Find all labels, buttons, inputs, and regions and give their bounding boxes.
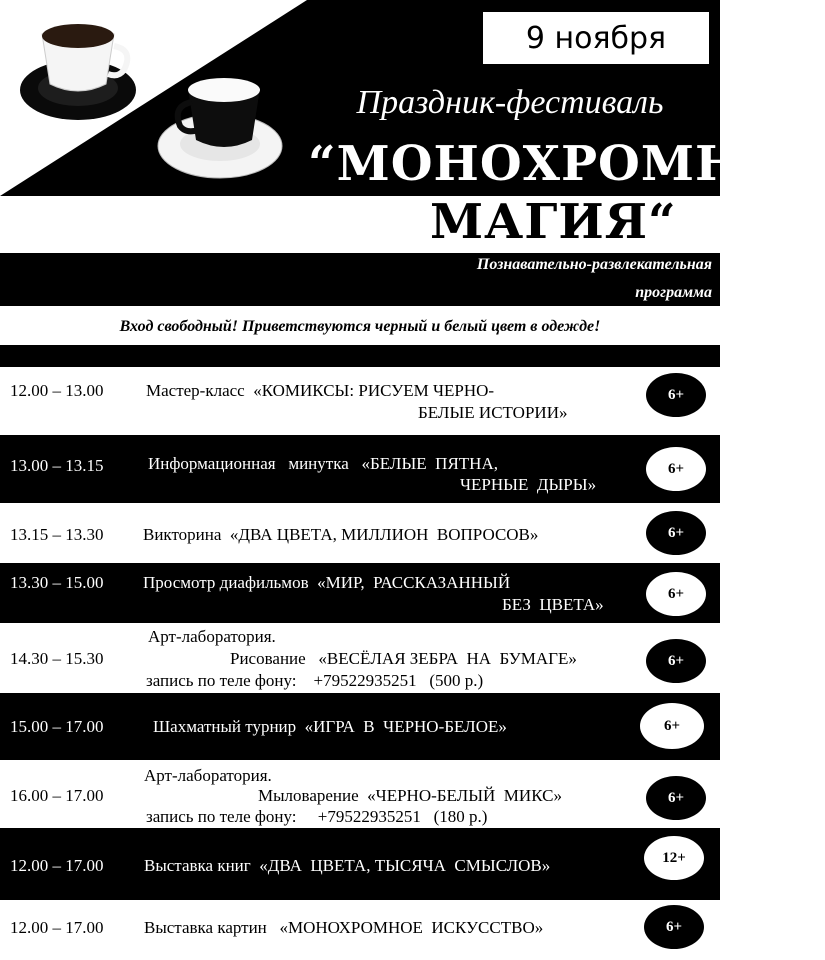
event-title: Викторина «ДВА ЦВЕТА, МИЛЛИОН ВОПРОСОВ» — [143, 525, 539, 544]
event-title: Выставка картин «МОНОХРОМНОЕ ИСКУССТВО» — [144, 918, 544, 937]
event-time: 13.15 – 13.30 — [10, 525, 104, 544]
event-time: 12.00 – 13.00 — [10, 381, 104, 400]
age-badge: 6+ — [646, 639, 706, 683]
page-title-line-1: “МОНОХРОМНАЯ — [308, 136, 825, 192]
subtitle-line-1: Познавательно-развлекательная — [476, 256, 712, 273]
divider-band — [0, 345, 720, 367]
festival-label: Праздник-фестиваль — [356, 84, 664, 121]
age-badge: 6+ — [646, 572, 706, 616]
black-coffee-cup-icon — [14, 22, 144, 127]
white-milk-cup-icon — [152, 72, 287, 184]
event-title: Арт-лаборатория. — [144, 766, 272, 785]
event-title: Шахматный турнир «ИГРА В ЧЕРНО-БЕЛОЕ» — [153, 717, 507, 736]
schedule-row — [0, 623, 720, 693]
age-badge: 6+ — [640, 703, 704, 749]
event-title: БЕЛЫЕ ИСТОРИИ» — [418, 403, 568, 422]
entry-note: Вход свободный! Приветствуются черный и белый цвет в одежде! — [119, 318, 601, 335]
schedule-row — [0, 563, 720, 623]
event-time: 13.00 – 13.15 — [10, 456, 104, 475]
event-time: 13.30 – 15.00 — [10, 573, 104, 592]
schedule-row — [0, 828, 720, 900]
event-time: 12.00 – 17.00 — [10, 856, 104, 875]
event-title: Информационная минутка «БЕЛЫЕ ПЯТНА, — [148, 454, 498, 473]
event-time: 12.00 – 17.00 — [10, 918, 104, 937]
schedule-row — [0, 760, 720, 828]
event-phone: запись по теле фону: +79522935251 (180 р.) — [146, 807, 488, 826]
schedule-row — [0, 900, 720, 960]
age-badge: 6+ — [646, 373, 706, 417]
date-box: 9 ноября — [483, 12, 709, 64]
event-title: Мастер-класс «КОМИКСЫ: РИСУЕМ ЧЕРНО- — [146, 381, 495, 400]
event-title: Мыловарение «ЧЕРНО-БЕЛЫЙ МИКС» — [258, 786, 562, 805]
age-badge: 6+ — [644, 905, 704, 949]
event-title: Арт-лаборатория. — [148, 627, 276, 646]
schedule-row — [0, 435, 720, 503]
event-title: Выставка книг «ДВА ЦВЕТА, ТЫСЯЧА СМЫСЛОВ» — [144, 856, 551, 875]
event-title: Просмотр диафильмов «МИР, РАССКАЗАННЫЙ — [143, 573, 511, 592]
schedule-row — [0, 367, 720, 435]
page-title-line-2: МАГИЯ“ — [430, 194, 677, 250]
schedule-row — [0, 503, 720, 563]
age-badge: 6+ — [646, 447, 706, 491]
event-time: 16.00 – 17.00 — [10, 786, 104, 805]
subtitle-line-2: программа — [635, 284, 712, 301]
event-time: 14.30 – 15.30 — [10, 649, 104, 668]
event-phone: запись по теле фону: +79522935251 (500 р.) — [146, 671, 484, 690]
age-badge: 12+ — [644, 836, 704, 880]
schedule-row — [0, 693, 720, 760]
event-time: 15.00 – 17.00 — [10, 717, 104, 736]
age-badge: 6+ — [646, 776, 706, 820]
age-badge: 6+ — [646, 511, 706, 555]
event-title: Рисование «ВЕСЁЛАЯ ЗЕБРА НА БУМАГЕ» — [230, 649, 577, 668]
event-title: ЧЕРНЫЕ ДЫРЫ» — [460, 475, 597, 494]
event-title: БЕЗ ЦВЕТА» — [502, 595, 604, 614]
